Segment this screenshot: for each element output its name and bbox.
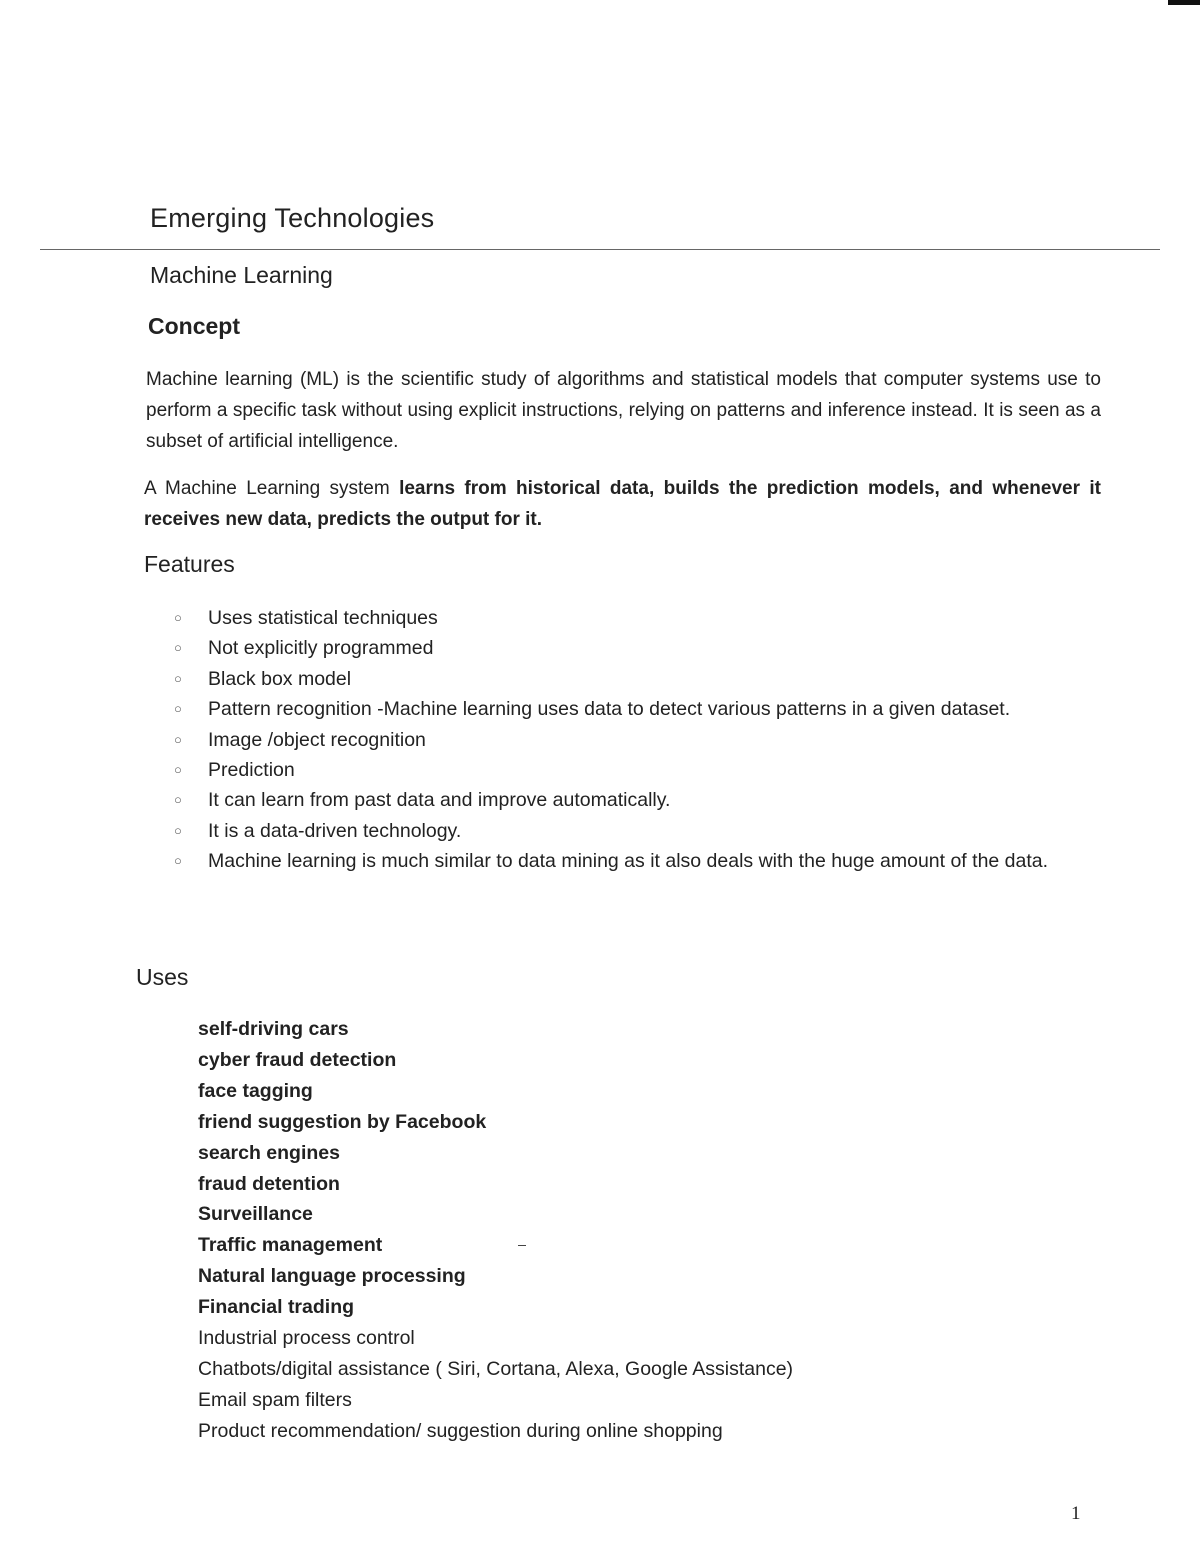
feature-item-text: Pattern recognition -Machine learning uses data to detect various patterns in a given dataset. [208, 698, 1011, 721]
feature-item-text: Prediction [208, 759, 295, 782]
concept-paragraph-2 [144, 473, 1101, 535]
uses-list [198, 1014, 898, 1447]
use-item: Product recommendation/ suggestion during online shopping [198, 1419, 723, 1442]
hollow-bullet-icon: ○ [174, 792, 182, 808]
hollow-bullet-icon: ○ [174, 670, 182, 686]
use-item: Chatbots/digital assistance ( Siri, Cortana, Alexa, Google Assistance) [198, 1357, 794, 1380]
feature-item [170, 725, 1100, 755]
use-item: Financial trading [198, 1296, 355, 1319]
stray-dash-mark [518, 1245, 526, 1246]
features-list [170, 603, 1100, 877]
use-item: cyber fraud detection [198, 1048, 397, 1071]
hollow-bullet-icon: ○ [174, 640, 182, 656]
feature-item-text: Image /object recognition [208, 728, 426, 751]
feature-item [170, 846, 1100, 876]
use-item: friend suggestion by Facebook [198, 1110, 487, 1133]
page-number: 1 [1071, 1503, 1081, 1524]
feature-item-text: It can learn from past data and improve automatically. [208, 789, 671, 812]
concept-heading: Concept [148, 313, 240, 339]
document-title: Emerging Technologies [150, 203, 435, 233]
use-item: self-driving cars [198, 1018, 349, 1040]
hollow-bullet-icon: ○ [174, 822, 182, 838]
section-title: Machine Learning [150, 262, 333, 288]
hollow-bullet-icon: ○ [174, 610, 182, 625]
feature-item [170, 785, 1100, 815]
uses-heading: Uses [136, 964, 189, 990]
feature-item [170, 633, 1100, 663]
feature-item-text: Black box model [208, 667, 352, 690]
hollow-bullet-icon: ○ [174, 731, 182, 747]
use-item: Traffic management [198, 1234, 383, 1257]
hollow-bullet-icon: ○ [174, 762, 182, 778]
feature-item [170, 755, 1100, 785]
hollow-bullet-icon: ○ [174, 853, 182, 869]
feature-item-text: It is a data-driven technology. [208, 819, 462, 842]
use-item: search engines [198, 1141, 340, 1164]
feature-item [170, 603, 1100, 633]
paragraph-2-lead: A Machine Learning system [144, 478, 400, 499]
features-heading: Features [144, 551, 235, 577]
use-item: Email spam filters [198, 1388, 352, 1411]
hollow-bullet-icon: ○ [174, 701, 182, 717]
use-item: face tagging [198, 1079, 313, 1102]
feature-item-text: Uses statistical techniques [208, 607, 438, 629]
title-divider [40, 249, 1160, 250]
feature-item [170, 694, 1100, 724]
feature-item-text: Not explicitly programmed [208, 637, 434, 660]
use-item: fraud detention [198, 1172, 340, 1195]
concept-paragraph-1: Machine learning (ML) is the scientific study of algorithms and statistical models that computer systems use to perform a specific task without using explicit instructions, relying on patterns and inference instead. It is seen as a subset of artificial intelligence. [146, 369, 1101, 452]
feature-item [170, 664, 1100, 694]
feature-item [170, 816, 1100, 846]
paragraph-2-bold: learns from historical data, builds the prediction models, and whenever it receives new data, predicts the output for it. [144, 478, 1101, 530]
feature-item-text: Machine learning is much similar to data mining as it also deals with the huge amount of the data. [208, 850, 1049, 873]
use-item: Surveillance [198, 1203, 313, 1226]
scan-corner-mark [1168, 0, 1200, 5]
use-item: Natural language processing [198, 1265, 466, 1288]
use-item: Industrial process control [198, 1327, 415, 1350]
